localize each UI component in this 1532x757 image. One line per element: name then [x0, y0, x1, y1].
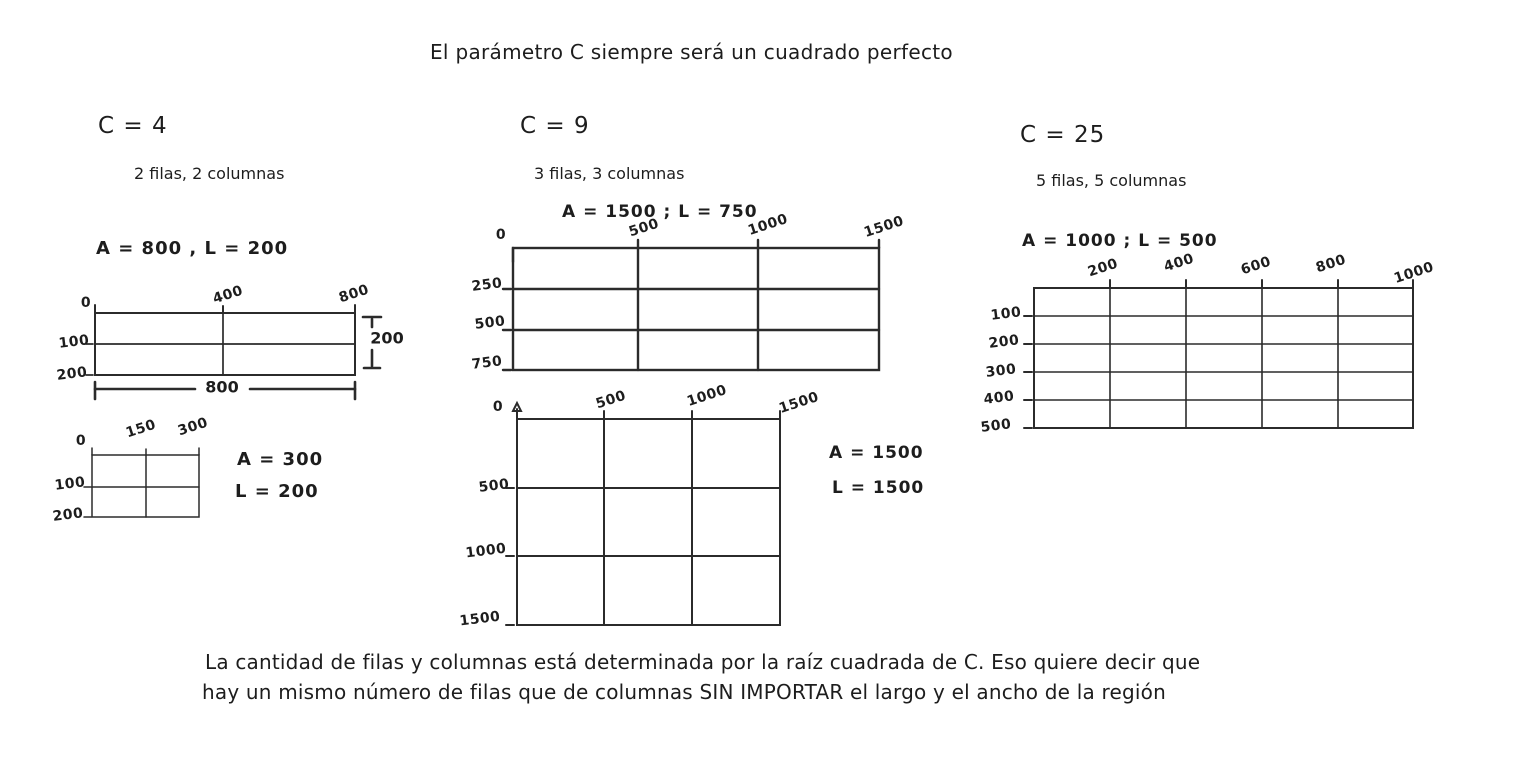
section-c25-rows-cols: 5 filas, 5 columnas [1036, 171, 1187, 190]
section-c4-rows-cols: 2 filas, 2 columnas [134, 164, 285, 183]
c4-small-l-label: L = 200 [235, 481, 319, 502]
y-tick-label: 100 [989, 304, 1023, 324]
x-tick-label: 500 [626, 215, 662, 241]
y-tick-label: 1500 [458, 608, 502, 630]
x-tick-label: 0 [495, 227, 507, 243]
y-tick-label: 500 [473, 313, 507, 333]
x-tick-label: 0 [80, 295, 92, 311]
x-tick-label: 1500 [862, 213, 906, 241]
y-tick-label: 300 [984, 361, 1018, 381]
y-tick-label: 500 [477, 476, 511, 496]
x-tick-label: 0 [75, 433, 87, 449]
c9-square-l-label: L = 1500 [832, 478, 925, 498]
c9-square-a-label: A = 1500 [829, 443, 924, 463]
grid-c4-main [86, 305, 355, 375]
y-tick-label: 200 [51, 505, 85, 525]
y-tick-label: 100 [57, 332, 91, 352]
x-tick-label: 1000 [685, 382, 729, 410]
footer-explanation-line1: La cantidad de filas y columnas está determinada por la raíz cuadrada de C. Eso quiere decir que [205, 650, 1201, 674]
x-tick-label: 150 [123, 416, 159, 442]
section-c9-heading: C = 9 [520, 113, 590, 139]
grid-c9-square [506, 403, 780, 625]
grid-c4-small [84, 448, 199, 517]
y-tick-label: 200 [55, 364, 89, 384]
x-tick-label: 1000 [746, 211, 790, 239]
grid-c9-main [503, 240, 879, 370]
c4-main-dims-label: A = 800 , L = 200 [96, 238, 289, 259]
section-c9-rows-cols: 3 filas, 3 columnas [534, 164, 685, 183]
footer-explanation-line2: hay un mismo número de filas que de columnas SIN IMPORTAR el largo y el ancho de la región [202, 680, 1166, 704]
x-tick-label: 800 [336, 281, 372, 307]
c9-main-dims-label: A = 1500 ; L = 750 [562, 202, 758, 222]
x-tick-label: 1000 [1392, 259, 1436, 287]
width-dimension-label: 800 [205, 377, 239, 397]
y-tick-label: 1000 [464, 540, 508, 562]
y-tick-label: 200 [987, 332, 1021, 352]
y-tick-label: 100 [53, 474, 87, 494]
height-dimension-label: 200 [370, 328, 404, 348]
x-tick-label: 200 [1085, 255, 1121, 281]
page-title: El parámetro C siempre será un cuadrado perfecto [430, 40, 953, 64]
x-tick-label: 400 [1161, 250, 1197, 276]
section-c4-heading: C = 4 [98, 113, 168, 139]
y-tick-label: 400 [982, 388, 1016, 408]
y-tick-label: 250 [470, 275, 504, 295]
x-tick-label: 300 [175, 414, 211, 440]
c25-dims-label: A = 1000 ; L = 500 [1022, 231, 1218, 251]
y-tick-label: 500 [979, 416, 1013, 436]
grid-c25-main [1024, 280, 1413, 428]
c4-small-a-label: A = 300 [237, 449, 324, 470]
y-tick-label: 750 [470, 353, 504, 373]
x-tick-label: 400 [210, 282, 246, 308]
x-tick-label: 800 [1313, 251, 1349, 277]
section-c25-heading: C = 25 [1020, 122, 1106, 148]
x-tick-label: 500 [593, 387, 629, 413]
x-tick-label: 1500 [777, 389, 821, 417]
x-tick-label: 600 [1238, 253, 1274, 279]
x-tick-label: 0 [492, 399, 504, 415]
